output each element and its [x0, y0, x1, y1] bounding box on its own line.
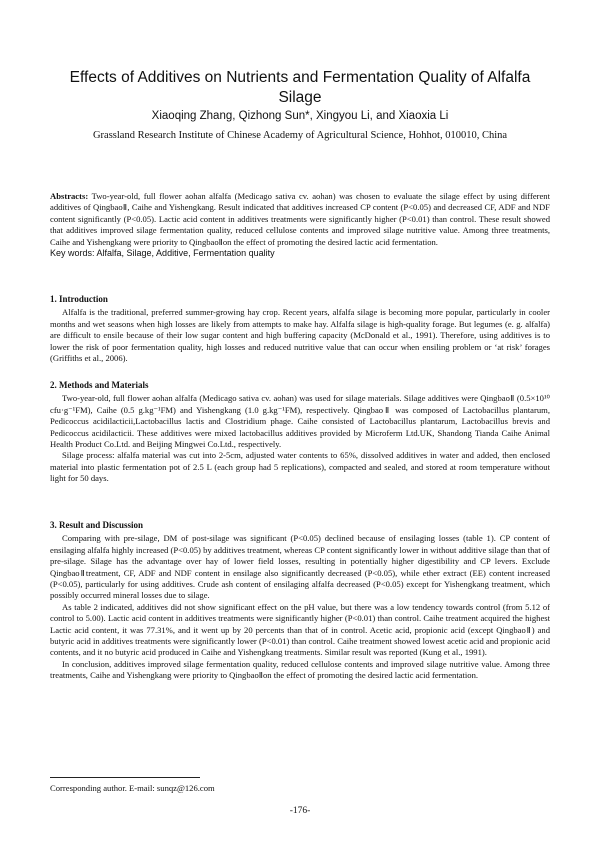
affiliation: Grassland Research Institute of Chinese Academy of Agricultural Science, Hohhot, 010010, China — [92, 130, 508, 141]
keywords: Key words: Alfalfa, Silage, Additive, Fermentation quality — [50, 248, 275, 259]
section-paragraph: In conclusion, additives improved silage fermentation quality, reduced cellulose contents and improved silage nutritive value. Among three treatments, Caihe and Yishengkang were priority to QingbaoⅡon the effect of promoting the desired lactic acid fermentation. — [50, 658, 550, 681]
section-paragraph: Silage process: alfalfa material was cut into 2-5cm, adjusted water contents to 65%, dissolved additives in water and added, then enclosed material into plastic fermentation pot of 2.5 L (each group had 5 replications), compacted and sealed, and stored at room temperature without light for 50 days. — [50, 450, 550, 484]
section-paragraph: Two-year-old, full flower aohan alfalfa (Medicago sativa cv. aohan) was used for silage materials. Silage additives were QingbaoⅡ (0.5×10¹⁰ cfu·g⁻¹FM), Caihe (0.5 g.kg⁻¹FM) and Yishengkang (1.0 g.kg⁻¹FM), respectively. QingbaoⅡ was composed of Lactobacillus plantarum, Pedicoccus acidilacticii,Lactobacillus lactis and Clostridium phage. Caihe consisted of Lactobacillus plantarum, Lactobacillus brevis and Pedicoccus acidilacticii. These additives were mixed lactobacillus additives provided by Microferm Ltd.UK, Shandong Tianda Caihe Animal Health Product Co.Ltd. and Beijing Mingwei Co.Ltd., respectively. — [50, 393, 550, 450]
section-results — [50, 520, 550, 682]
author-list: Xiaoqing Zhang, Qizhong Sun*, Xingyou Li, and Xiaoxia Li — [151, 110, 449, 122]
section-heading: 1. Introduction — [50, 294, 108, 304]
paper-title: Effects of Additives on Nutrients and Fermentation Quality of Alfalfa Silage — [69, 69, 531, 106]
section-introduction — [50, 294, 550, 364]
abstract-paragraph — [50, 191, 550, 248]
section-heading: 3. Result and Discussion — [50, 520, 144, 530]
page-number: -176- — [289, 806, 311, 816]
section-paragraph: Comparing with pre-silage, DM of post-silage was significant (P<0.05) declined because of ensilaging losses (table 1). CP content of ensilaging alfalfa highly increased (P<0.05) by additives treatment, whereas CP content significantly lower in without additive silage than that of pre-silage. Silage has the advantage over hay of lower field losses, resulting in potentially higher digestibility and CP levers. Exclude QingbaoⅡtreatment, CF, ADF and NDF content in ensilage also significantly decreased (P<0.05), while ether extract (EE) content increased (P<0.05), particularly for using additives. Crude ash content of ensilaging alfalfa decreased (P<0.05) except for Yishengkang treatment, which possibly occurred mineral losses due to silage. — [50, 533, 550, 601]
footnote-rule — [50, 777, 200, 778]
section-paragraph: Alfalfa is the traditional, preferred summer-growing hay crop. Recent years, alfalfa silage is becoming more popular, particularly in cooler months and wet seasons when high losses are likely from attempts to make hay. Alfalfa silage is high-quality forage. But legumes (e. g. alfalfa) are difficult to ensile because of their low sugar content and high buffering capacity (McDonald et al., 1991). Therefore, using additives is to lower the risk of poor fermentation quality, high losses and reduced nutritive value that can occur when ensiling problem or ‘at risk’ forages (Griffiths et al., 2006). — [50, 307, 550, 364]
section-methods — [50, 380, 550, 485]
abstract-label: Abstracts: — [50, 191, 89, 201]
section-paragraph: As table 2 indicated, additives did not show significant effect on the pH value, but there was a low tendency towards control (from 5.12 of control to 5.00). Lactic acid content in additives treatments were significantly higher (P<0.01) than control. Caihe treatment acquired the highest Lactic acid content, it was 77.31%, and it went up by 20 percents than that of in control. Acetic acid, propionic acid (except QingbaoⅡ) and butyric acid in additives treatments were significantly lower (P<0.01) than control. Caihe treatment showed lowest acetic acid and propionic acid contents, and it no butyric acid produced in Caihe and Yishengkang treatments. Similar result was reported (Kung et al., 1991). — [50, 601, 550, 658]
abstract-block — [50, 191, 550, 259]
abstract-text: Two-year-old, full flower aohan alfalfa (Medicago sativa cv. aohan) was chosen to evaluate the silage effect by using different additives of QingbaoⅡ, Caihe and Yishengkang. Result indicated that additives increased CP content (P<0.05) and decreased CF, ADF and NDF content significantly (P<0.05). Lactic acid content in additives treatments were significantly higher (P<0.01) than control. These result showed that additives improved silage fermentation quality, reduced cellulose contents and improved silage nutritive value. Among three treatments, Caihe and Yishengkang were priority to QingbaoⅡon the effect of promoting the desired lactic acid fermentation. — [50, 191, 550, 247]
section-heading: 2. Methods and Materials — [50, 380, 149, 390]
footnote: Corresponding author. E-mail: sunqz@126.com — [50, 783, 215, 793]
